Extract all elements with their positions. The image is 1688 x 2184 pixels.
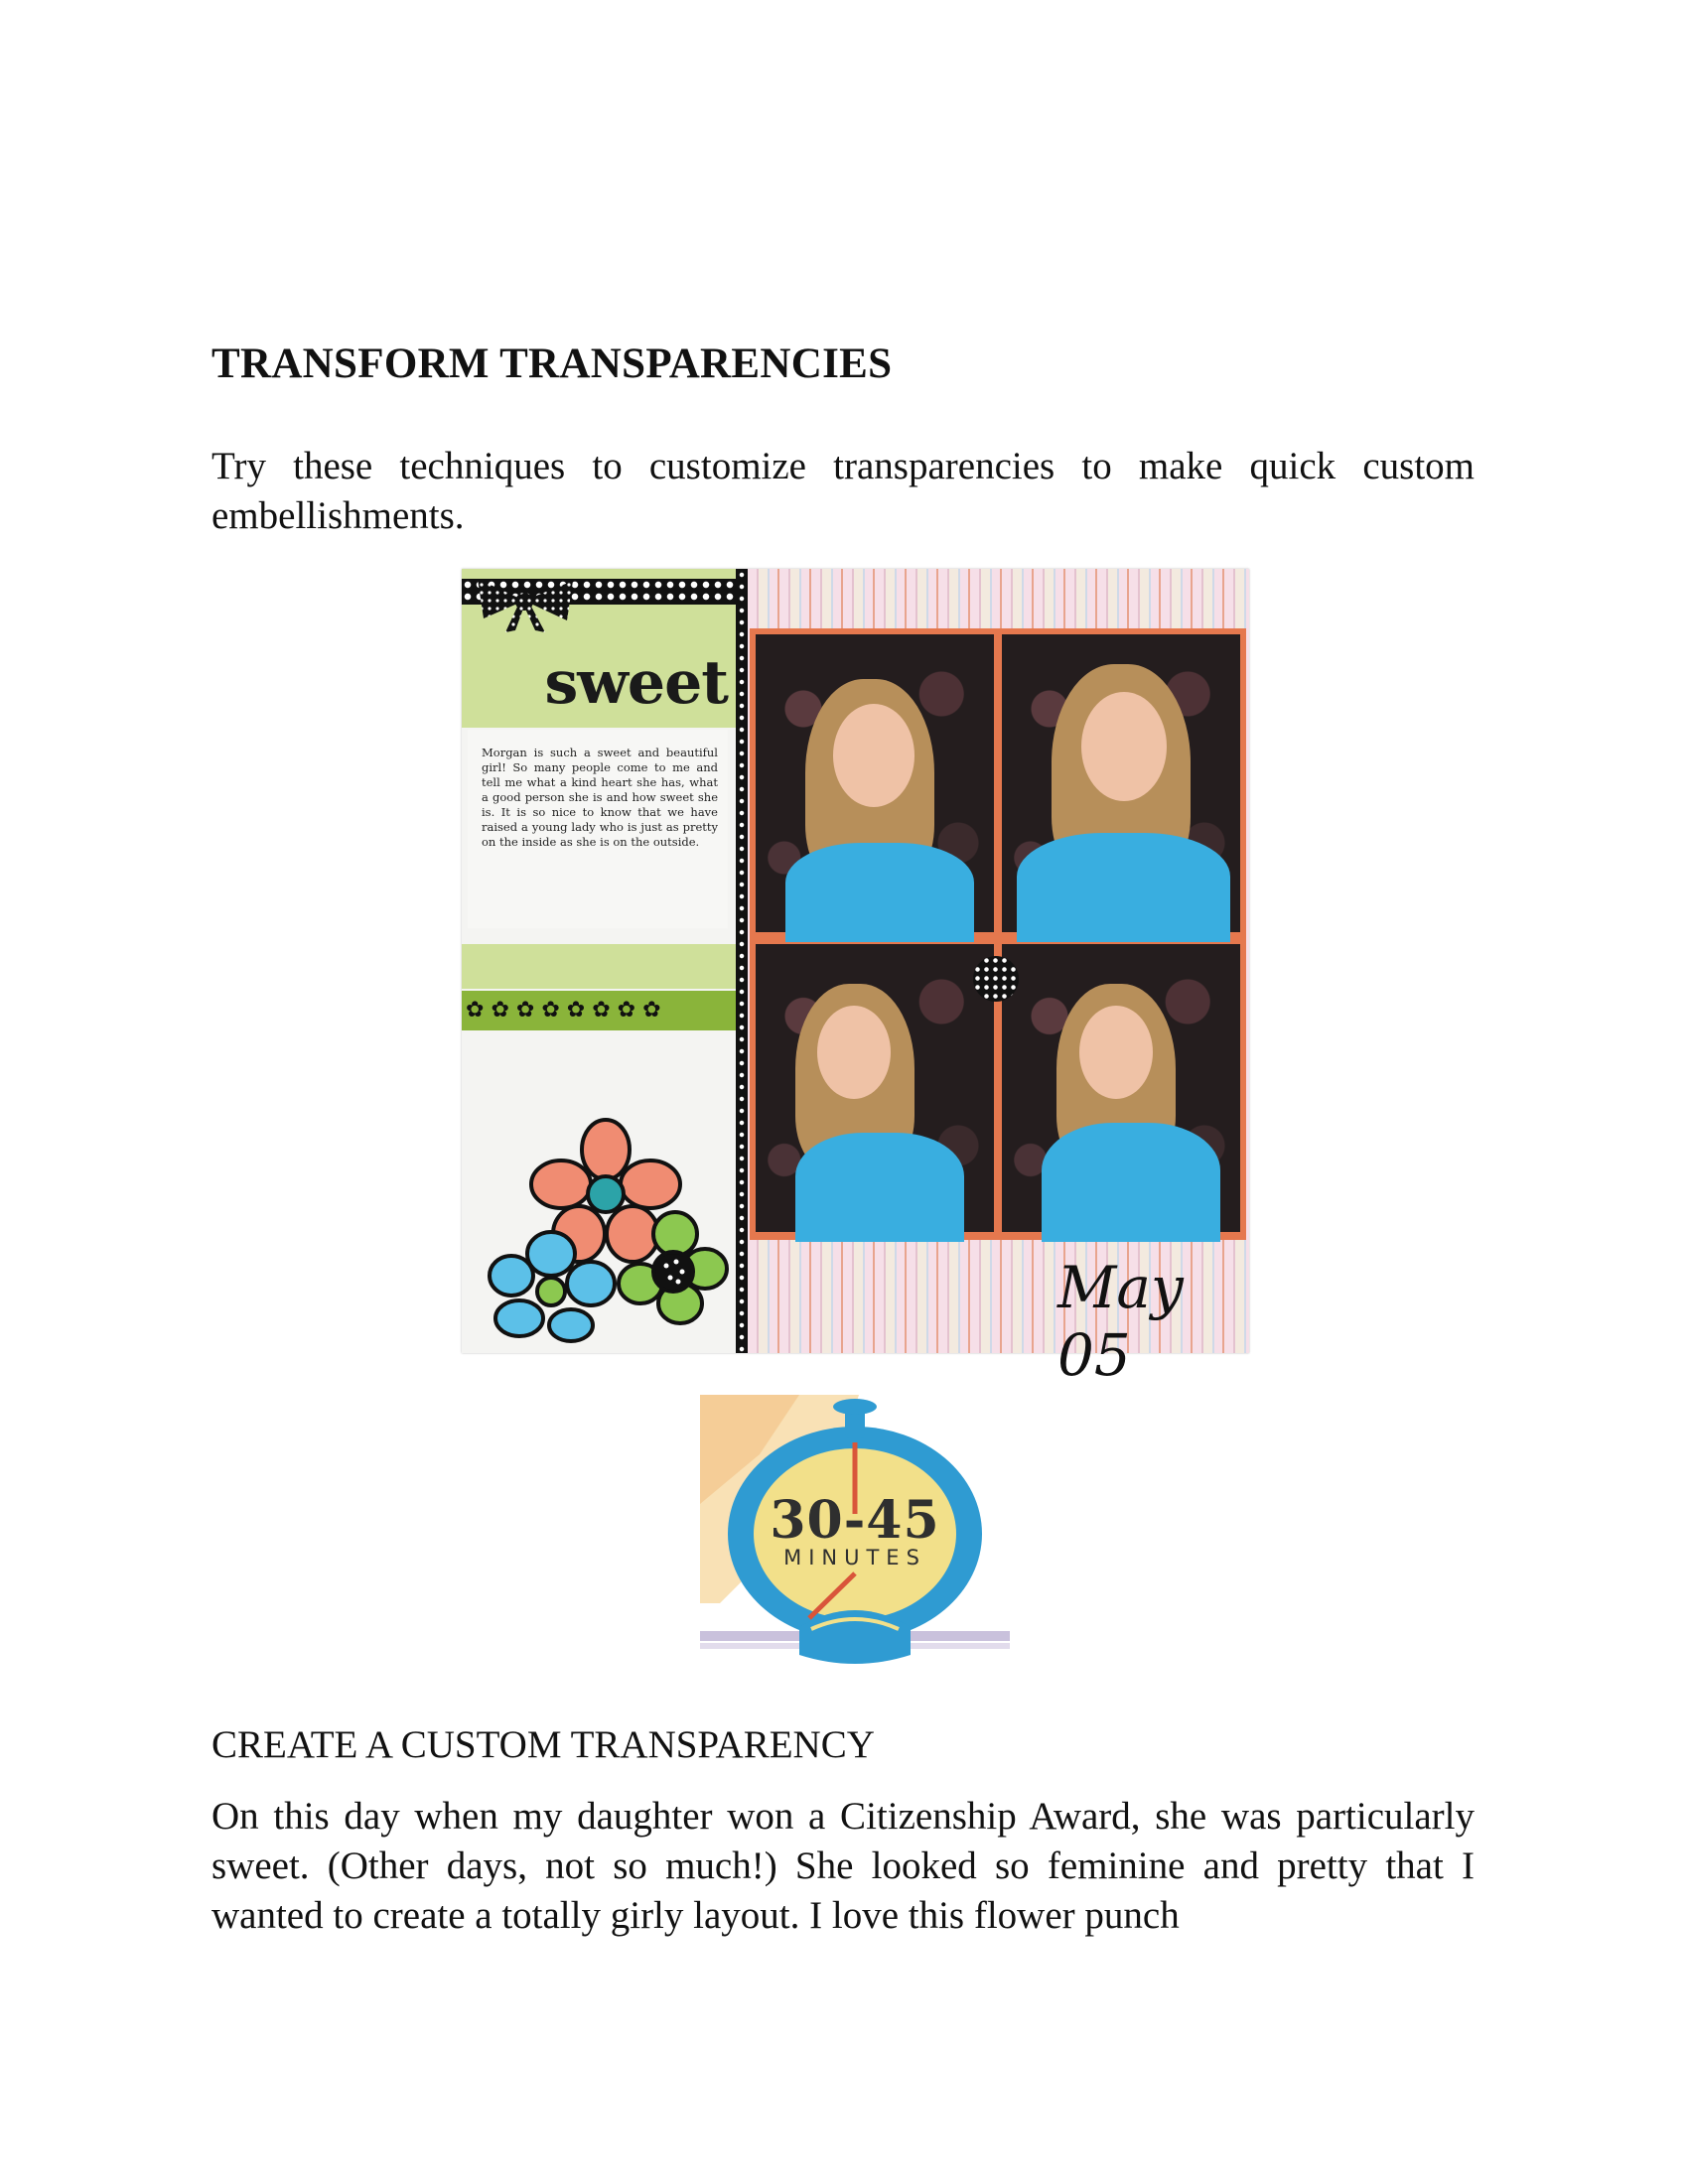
time-range: 30-45 bbox=[770, 1490, 940, 1551]
flower-icon: ✿ bbox=[491, 997, 509, 1022]
time-unit: MINUTES bbox=[783, 1546, 926, 1570]
ribbon-bow-icon bbox=[470, 573, 579, 634]
flower-icon: ✿ bbox=[541, 997, 560, 1022]
flower-icon: ✿ bbox=[566, 997, 586, 1022]
page-heading: TRANSFORM TRANSPARENCIES bbox=[211, 341, 893, 387]
flower-icon: ✿ bbox=[642, 997, 661, 1022]
intro-paragraph: Try these techniques to customize transparencies to make quick custom embellishments. bbox=[211, 445, 1475, 537]
flower-icon: ✿ bbox=[617, 997, 636, 1022]
flower-icon: ✿ bbox=[466, 997, 485, 1022]
date-label: May 05 bbox=[1057, 1254, 1184, 1389]
flower-icon: ✿ bbox=[592, 997, 611, 1022]
body-paragraph: On this day when my daughter won a Citizenship Award, she was particularly sweet. (Other days, not so much!) She looked so feminine and pretty that I wanted to create a totally girly layout. I love this flower punch bbox=[211, 1795, 1475, 1937]
polka-dot-button bbox=[973, 956, 1019, 1002]
green-lower-band bbox=[462, 944, 738, 989]
layout-title-word: sweet bbox=[544, 648, 728, 718]
polka-dot-divider bbox=[736, 569, 748, 1353]
scrapbook-layout-image bbox=[462, 569, 1249, 1389]
layout-left-panel bbox=[462, 569, 738, 1353]
photo-4 bbox=[1002, 944, 1240, 1232]
photo-1 bbox=[756, 634, 994, 932]
flower-icon: ✿ bbox=[515, 997, 535, 1022]
journal-text: Morgan is such a sweet and beautiful girl! So many people come to me and tell me what a kind heart she has, what a good person she is and how sweet she is. It is so nice to know that we have raised a young lady who is just as pretty on the inside as she is on the outside. bbox=[482, 746, 718, 849]
flower-trim-strip bbox=[462, 991, 738, 1030]
photo-2 bbox=[1002, 634, 1240, 932]
flower-embellishments bbox=[482, 1095, 730, 1343]
photo-grid bbox=[750, 628, 1246, 1240]
photo-3 bbox=[756, 944, 994, 1232]
section-heading: CREATE A CUSTOM TRANSPARENCY bbox=[211, 1723, 875, 1766]
time-estimate-badge bbox=[700, 1395, 1010, 1671]
